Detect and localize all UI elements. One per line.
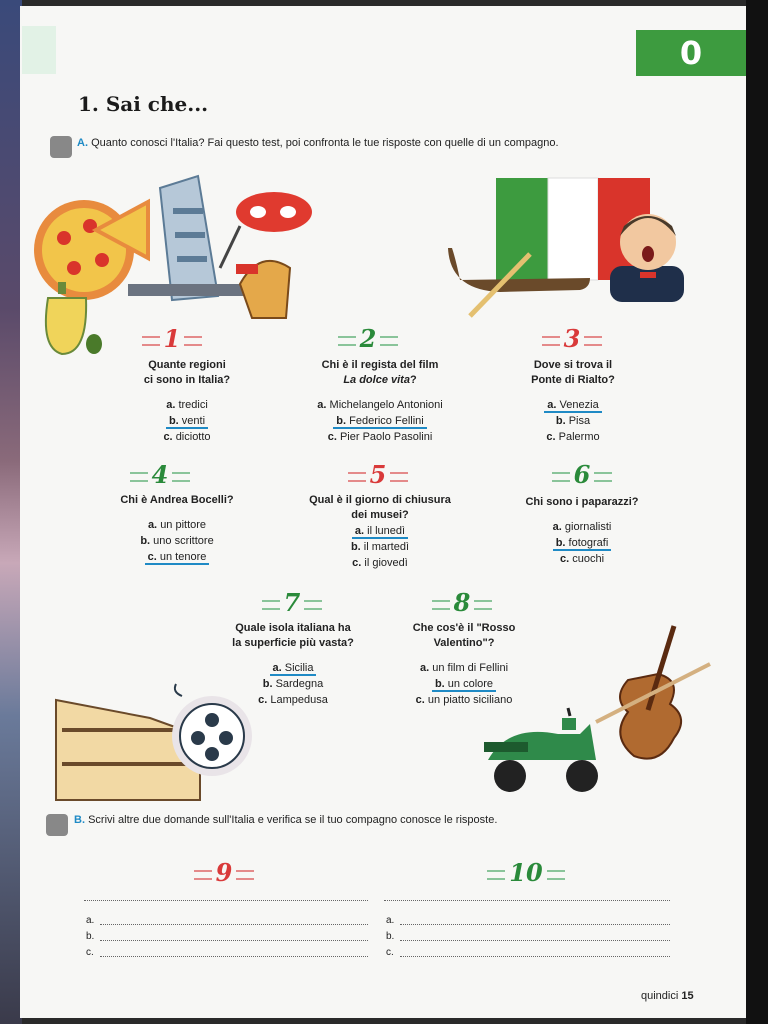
question-9-option-c-line[interactable]	[100, 956, 368, 957]
question-10-label-b: b.	[386, 931, 395, 942]
footer-word: quindici	[641, 990, 679, 1002]
question-8-option-c[interactable]: c. un piatto siciliano	[415, 694, 513, 706]
question-7-option-a[interactable]: a. Sicilia	[210, 660, 376, 676]
instruction-a-text: Quanto conosci l'Italia? Fai questo test, poi confronta le tue risposte con quelle di un compagno.	[91, 137, 559, 149]
instruction-a	[77, 137, 559, 149]
question-4-option-c[interactable]: c. un tenore	[92, 549, 262, 565]
violin-icon	[596, 626, 710, 759]
question-3-option-a[interactable]: a. Venezia	[498, 397, 648, 413]
instruction-a-letter: A.	[77, 137, 88, 149]
question-7	[210, 621, 376, 708]
instruction-b	[74, 814, 497, 826]
question-10-option-a-line[interactable]	[400, 924, 670, 925]
question-8	[384, 621, 544, 708]
question-10-label-a: a.	[386, 915, 395, 926]
question-5-text-line1: Qual è il giorno di chiusura	[309, 494, 451, 506]
page-title: 1. Sai che...	[78, 92, 209, 116]
carnival-mask-icon	[220, 192, 312, 268]
question-2-option-a[interactable]: a. Michelangelo Antonioni	[317, 399, 443, 411]
tab-strip	[22, 26, 56, 74]
question-9-option-b-line[interactable]	[100, 940, 368, 941]
question-7-option-c[interactable]: c. Lampedusa	[258, 694, 328, 706]
question-3-text-line1: Dove si trova il	[533, 359, 613, 371]
question-4-option-a[interactable]: a. un pittore	[147, 519, 207, 531]
question-1-option-b[interactable]: b. venti	[102, 413, 272, 429]
question-4-text-line1: Chi è Andrea Bocelli?	[120, 494, 234, 506]
question-6	[500, 495, 664, 567]
question-1-number: 1	[112, 324, 232, 353]
question-5-option-b[interactable]: b. il martedì	[350, 541, 410, 553]
page-footer	[641, 990, 694, 1002]
question-9-label-c: c.	[86, 947, 94, 958]
question-8-number: 8	[402, 588, 522, 617]
question-4	[92, 493, 262, 565]
question-1-option-c[interactable]: c. diciotto	[163, 431, 211, 443]
pencil-icon	[46, 814, 68, 836]
question-5-number: 5	[318, 460, 438, 489]
question-3-text-line2: Ponte di Rialto?	[531, 374, 615, 386]
italy-illustrations-right	[440, 170, 690, 320]
question-5-option-a[interactable]: a. il lunedì	[292, 523, 468, 539]
question-4-number: 4	[100, 460, 220, 489]
question-2-option-c[interactable]: c. Pier Paolo Pasolini	[327, 431, 433, 443]
question-1-text-line2: ci sono in Italia?	[143, 374, 231, 386]
question-3-option-b[interactable]: b. Pisa	[555, 415, 591, 427]
question-3-number: 3	[512, 324, 632, 353]
question-6-option-b[interactable]: b. fotografi	[500, 535, 664, 551]
question-2-text-line2: La dolce vita?	[343, 374, 417, 386]
question-9-option-a-line[interactable]	[100, 924, 368, 925]
question-8-text-line1: Che cos'è il "Rosso	[412, 622, 516, 634]
question-3	[498, 358, 648, 445]
book-icon	[50, 136, 72, 158]
question-1-text-line1: Quante regioni	[148, 359, 226, 371]
unit-tab: 0	[636, 30, 746, 76]
question-8-text-line2: Valentino"?	[433, 637, 495, 649]
page-number: 15	[681, 990, 694, 1002]
question-10-option-c-line[interactable]	[400, 956, 670, 957]
question-9-label-b: b.	[86, 931, 95, 942]
question-6-text-line1: Chi sono i paparazzi?	[525, 496, 639, 508]
question-7-text-line1: Quale isola italiana ha	[235, 622, 351, 634]
question-2-option-b[interactable]: b. Federico Fellini	[282, 413, 478, 429]
instruction-b-letter: B.	[74, 814, 85, 826]
instruction-b-text: Scrivi altre due domande sull'Italia e verifica se il tuo compagno conosce le risposte.	[88, 814, 498, 826]
question-9-answer-line[interactable]	[84, 900, 368, 901]
question-1	[102, 358, 272, 445]
question-6-number: 6	[522, 460, 642, 489]
question-7-number: 7	[232, 588, 352, 617]
question-2-number: 2	[308, 324, 428, 353]
question-8-option-a[interactable]: a. un film di Fellini	[419, 662, 509, 674]
question-6-option-a[interactable]: a. giornalisti	[552, 521, 612, 533]
question-9-number: 9	[164, 858, 284, 887]
question-5-option-c[interactable]: c. il giovedì	[352, 557, 408, 569]
question-7-option-b[interactable]: b. Sardegna	[262, 678, 324, 690]
question-10-answer-line[interactable]	[384, 900, 670, 901]
question-10-option-b-line[interactable]	[400, 940, 670, 941]
question-5	[292, 493, 468, 571]
question-9-label-a: a.	[86, 915, 95, 926]
question-5-text-line2: dei musei?	[351, 509, 409, 521]
question-6-option-c[interactable]: c. cuochi	[559, 553, 605, 565]
book-spine	[0, 0, 22, 1024]
question-3-option-c[interactable]: c. Palermo	[546, 431, 600, 443]
scooter-icon	[484, 708, 598, 792]
question-2	[282, 358, 478, 445]
question-2-text-line1: Chi è il regista del film	[321, 359, 439, 371]
question-7-text-line2: la superficie più vasta?	[232, 637, 354, 649]
page-edge	[746, 0, 768, 1024]
question-4-option-b[interactable]: b. uno scrittore	[140, 535, 214, 547]
question-1-option-a[interactable]: a. tredici	[166, 399, 208, 411]
question-10-label-c: c.	[386, 947, 394, 958]
roman-helmet-icon	[236, 261, 290, 318]
question-8-option-b[interactable]: b. un colore	[384, 676, 544, 692]
question-10-number: 10	[456, 858, 596, 887]
